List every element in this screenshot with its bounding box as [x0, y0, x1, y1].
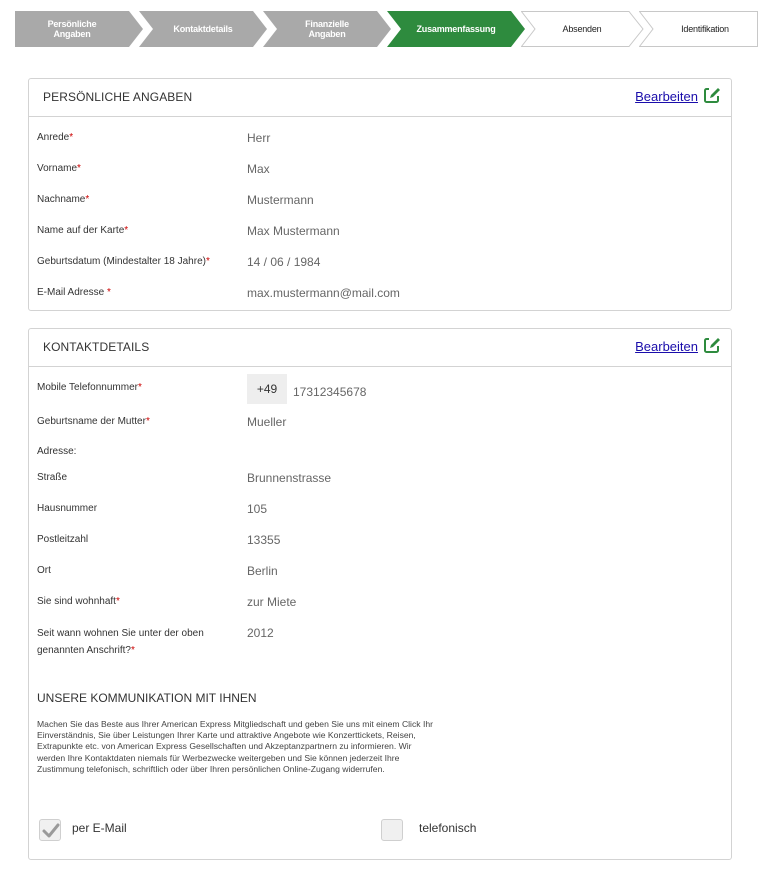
email-consent-label: per E-Mail: [72, 821, 127, 835]
field-label: Postleitzahl: [37, 534, 89, 545]
field-label: E-Mail Adresse: [37, 287, 108, 298]
step-zusammenfassung[interactable]: [387, 11, 527, 47]
progress-stepper: [15, 11, 758, 47]
step-label: Kontaktdetails: [173, 24, 233, 34]
phone-consent-label: telefonisch: [419, 821, 477, 835]
step-label: Zusammenfassung: [416, 24, 496, 34]
card-header: [29, 79, 731, 117]
communication-title: UNSERE KOMMUNIKATION MIT IHNEN: [37, 691, 257, 705]
field-label: Nachname: [37, 194, 86, 205]
required-mark: *: [115, 596, 120, 607]
step-absenden[interactable]: [521, 11, 645, 47]
field-label: Adresse:: [37, 446, 77, 457]
required-mark: *: [124, 225, 129, 236]
required-mark: *: [107, 287, 111, 298]
field-value: 2012: [247, 626, 274, 640]
required-mark: *: [77, 163, 81, 174]
field-value: 14 / 06 / 1984: [247, 255, 321, 269]
phone-consent-checkbox[interactable]: [381, 819, 403, 841]
communication-text: Machen Sie das Beste aus Ihrer American Express Mitgliedschaft und geben Sie uns mit einem Click Ihr Einverständnis, Sie über Leistungen Ihrer Karte und attraktive Angebote wie Konzerttickets, Reisen, Extrapunkte etc. von American Express Gesellschaften und Akzeptanzpartnern zu informieren. Wir werden Ihre Kontaktdaten niemals für Werbezwecke weitergeben und Sie können jederzeit Ihre Zustimmung telefonisch, schriftlich oder über Ihren persönlichen Online-Zugang widerrufen.: [37, 719, 433, 774]
step-label: Identifikation: [681, 24, 729, 34]
field-value: Mueller: [247, 415, 287, 429]
edit-contact-link[interactable]: Bearbeiten: [635, 339, 698, 354]
step-label: Finanzielle: [305, 19, 349, 29]
field-value: Max: [247, 162, 270, 176]
required-mark: *: [85, 194, 90, 205]
field-value: Mustermann: [247, 193, 314, 207]
field-value: Herr: [247, 131, 271, 145]
edit-personal-link[interactable]: Bearbeiten: [635, 89, 698, 104]
edit-icon[interactable]: [704, 337, 721, 354]
card-title: PERSÖNLICHE ANGABEN: [43, 90, 193, 104]
field-label: Hausnummer: [37, 503, 98, 514]
field-label: Mobile Telefonnummer: [37, 382, 138, 393]
field-label: Straße: [37, 472, 68, 483]
step-identifikation[interactable]: [639, 11, 758, 47]
field-value: Brunnenstrasse: [247, 471, 332, 485]
required-mark: *: [137, 382, 142, 393]
country-code: +49: [247, 374, 287, 404]
field-label: Seit wann wohnen Sie unter der oben: [37, 628, 204, 639]
checkmark-icon: [40, 820, 62, 842]
field-label: Anrede: [37, 132, 70, 143]
field-label: Geburtsdatum (Mindestalter 18 Jahre): [37, 256, 206, 267]
personal-details-card: [28, 78, 732, 311]
step-persoenliche-angaben[interactable]: [15, 11, 145, 47]
step-label: Absenden: [562, 24, 602, 34]
field-label: Sie sind wohnhaft: [37, 596, 116, 607]
field-label: Geburtsname der Mutter: [37, 416, 146, 427]
required-mark: *: [69, 132, 74, 143]
field-value: Max Mustermann: [247, 224, 340, 238]
step-kontaktdetails[interactable]: [139, 11, 269, 47]
field-value: 105: [247, 502, 268, 516]
field-value: 13355: [247, 533, 281, 547]
required-mark: *: [130, 645, 135, 656]
card-title: KONTAKTDETAILS: [43, 340, 150, 354]
field-mobile: [37, 380, 727, 404]
step-label: Persönliche: [47, 19, 97, 29]
edit-icon[interactable]: [704, 87, 721, 104]
field-value: zur Miete: [247, 595, 297, 609]
card-header: [29, 329, 731, 367]
field-value: max.mustermann@mail.com: [247, 286, 400, 300]
step-label-line2: Angaben: [53, 29, 91, 39]
field-value: Berlin: [247, 564, 278, 578]
contact-details-card: [28, 328, 732, 860]
step-finanzielle-angaben[interactable]: [263, 11, 393, 47]
field-label: Vorname: [37, 163, 78, 174]
field-value: 17312345678: [293, 385, 367, 399]
field-label-line2: genannten Anschrift?: [37, 645, 131, 656]
required-mark: *: [205, 256, 210, 267]
field-label: Ort: [37, 565, 51, 576]
required-mark: *: [145, 416, 150, 427]
step-label-line2: Angaben: [308, 29, 346, 39]
email-consent-checkbox[interactable]: [39, 819, 61, 841]
field-label: Name auf der Karte: [37, 225, 125, 236]
